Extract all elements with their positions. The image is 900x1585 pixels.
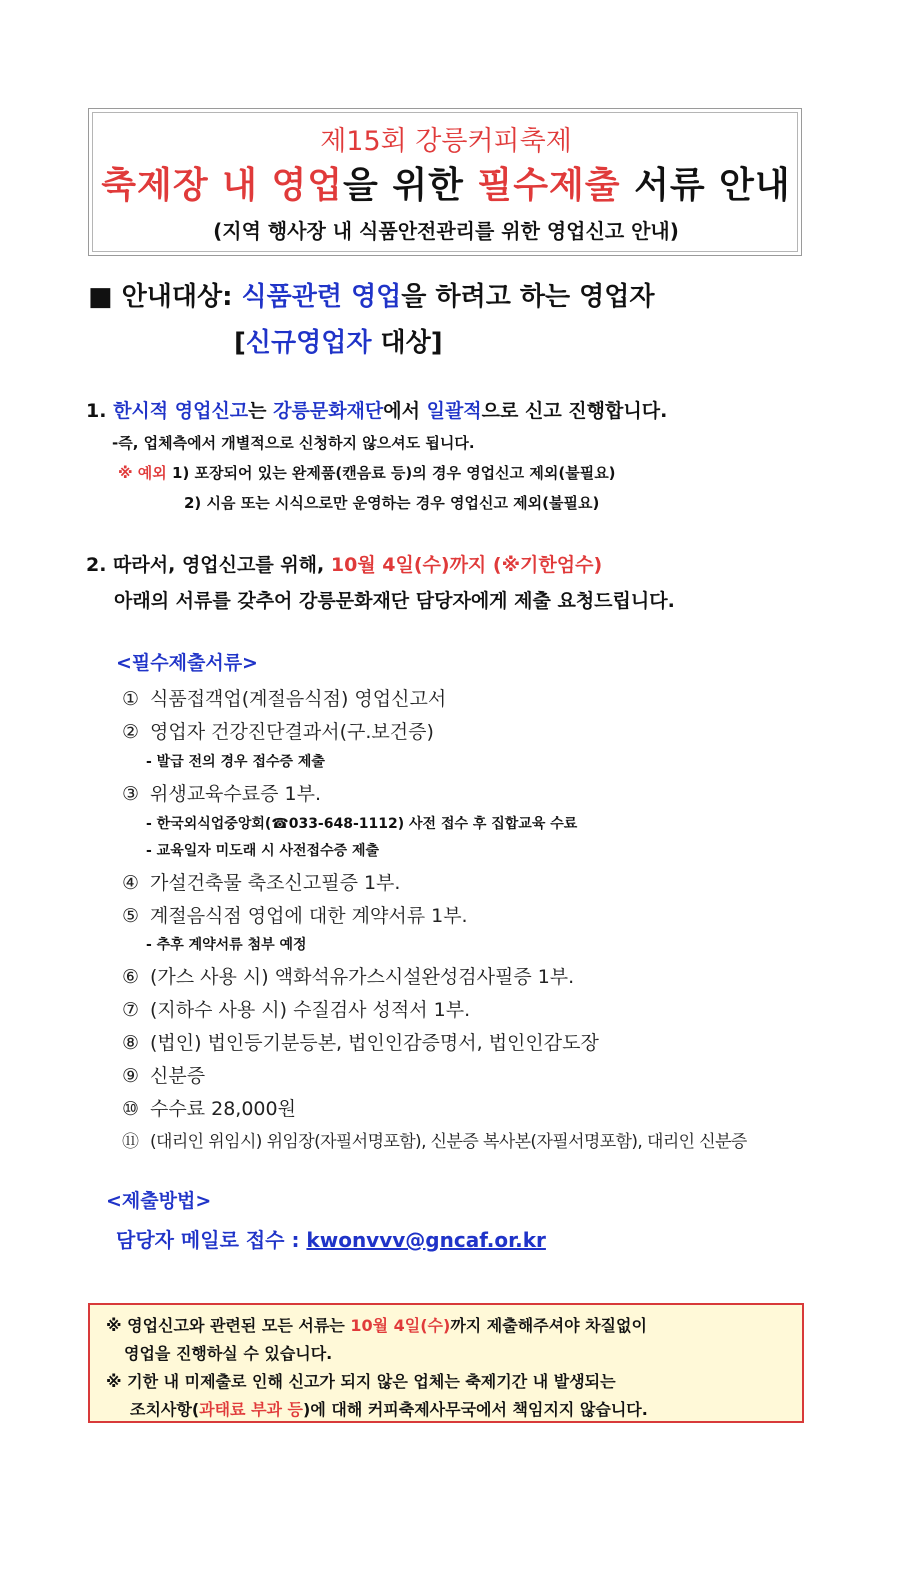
notice-penalty: 과태료 부과 등 (199, 1400, 304, 1419)
target-rest: 을 하려고 하는 영업자 (401, 282, 655, 312)
doc-item-2-note: - 발급 전의 경우 접수증 제출 (146, 754, 325, 770)
target-highlight: 식품관련 영업 (241, 282, 402, 312)
doc-item-3 (122, 779, 321, 806)
section1-highlight-1: 한시적 영업신고 (113, 400, 249, 422)
notice-text: )에 대해 커피축제사무국에서 책임지지 않습니다. (303, 1400, 648, 1419)
section1-sub: -즉, 업체측에서 개별적으로 신청하지 않으셔도 됩니다. (112, 434, 475, 452)
section2-lead: 2. 따라서, 영업신고를 위해, (86, 554, 331, 576)
item-number: ⑥ (122, 966, 140, 988)
notice-line-3: ※ 기한 내 미제출로 인해 신고가 되지 않은 업체는 축제기간 내 발생되는 (106, 1372, 616, 1391)
item-text: 계절음식점 영업에 대한 계약서류 1부. (150, 905, 468, 927)
title-box (88, 108, 802, 256)
item-text: 위생교육수료증 1부. (150, 783, 321, 805)
method-line (116, 1224, 546, 1253)
item-text: (법인) 법인등기분등본, 법인인감증명서, 법인인감도장 (150, 1032, 599, 1054)
item-text: 가설건축물 축조신고필증 1부. (150, 872, 401, 894)
target-line (88, 276, 655, 313)
exception-1 (118, 462, 616, 483)
notice-line-1 (106, 1313, 647, 1336)
item-text: (지하수 사용 시) 수질검사 성적서 1부. (150, 999, 471, 1021)
section1-heading (86, 396, 667, 423)
section2-heading (86, 550, 602, 577)
bracket-open: [ (234, 328, 246, 358)
method-heading: <제출방법> (106, 1190, 212, 1212)
doc-item-8 (122, 1028, 599, 1055)
doc-item-11 (122, 1127, 747, 1152)
title-highlight-2: 필수제출 (477, 165, 621, 206)
exception-label: ※ 예외 (118, 464, 167, 482)
section1-text-1: 는 (248, 400, 274, 422)
item-number: ⑪ (122, 1132, 139, 1152)
item-text: (대리인 위임시) 위임장(자필서명포함), 신분증 복사본(자필서명포함), 대리인 신분증 (150, 1132, 747, 1152)
title-text-1: 을 위한 (343, 165, 478, 206)
doc-item-7 (122, 995, 470, 1022)
required-docs-heading: <필수제출서류> (116, 652, 258, 674)
item-number: ③ (122, 783, 140, 805)
doc-item-9 (122, 1061, 205, 1088)
method-label: 담당자 메일로 접수 : (116, 1228, 307, 1252)
item-number: ⑦ (122, 999, 140, 1021)
doc-item-3-note-1: - 한국외식업중앙회(☎033-648-1112) 사전 접수 후 집합교육 수료 (146, 816, 578, 832)
section1-highlight-2: 강릉문화재단 (273, 400, 384, 422)
item-text: 영업자 건강진단결과서(구.보건증) (150, 721, 434, 743)
exception-1-text: 1) 포장되어 있는 완제품(캔음료 등)의 경우 영업신고 제외(불필요) (166, 464, 616, 482)
doc-item-5-note: - 추후 계약서류 첨부 예정 (146, 937, 307, 953)
section1-highlight-3: 일괄적 (426, 400, 482, 422)
item-number: ① (122, 688, 140, 710)
item-number: ⑨ (122, 1065, 140, 1087)
notice-box (88, 1303, 804, 1423)
notice-text: 조치사항( (130, 1400, 200, 1419)
section2-line2: 아래의 서류를 갖추어 강릉문화재단 담당자에게 제출 요청드립니다. (114, 590, 675, 612)
doc-item-10 (122, 1094, 296, 1121)
doc-item-2 (122, 717, 434, 744)
item-number: ⑤ (122, 905, 140, 927)
target-sub-rest: 대상] (371, 328, 443, 358)
document-subtitle: (지역 행사장 내 식품안전관리를 위한 영업신고 안내) (213, 219, 679, 243)
exception-2: 2) 시음 또는 시식으로만 운영하는 경우 영업신고 제외(불필요) (184, 494, 600, 512)
item-number: ② (122, 721, 140, 743)
section1-text-2: 에서 (383, 400, 427, 422)
item-number: ⑧ (122, 1032, 140, 1054)
doc-item-5 (122, 901, 468, 928)
doc-item-1 (122, 684, 446, 711)
notice-deadline: 10월 4일(수) (350, 1316, 451, 1335)
doc-item-6 (122, 962, 574, 989)
item-text: 신분증 (150, 1065, 206, 1087)
item-number: ④ (122, 872, 140, 894)
target-label: 안내대상: (112, 282, 242, 312)
square-bullet-icon: ■ (88, 282, 113, 312)
document-title (89, 157, 803, 208)
doc-item-3-note-2: - 교육일자 미도래 시 사전접수증 제출 (146, 843, 380, 859)
item-number: ⑩ (122, 1098, 140, 1120)
section1-text-3: 으로 신고 진행합니다. (481, 400, 668, 422)
notice-line-4 (130, 1397, 648, 1420)
notice-line-2: 영업을 진행하실 수 있습니다. (124, 1344, 333, 1363)
doc-item-4 (122, 868, 400, 895)
item-text: 수수료 28,000원 (150, 1098, 296, 1120)
section1-number: 1. (86, 400, 114, 422)
email-link[interactable]: kwonvvv@gncaf.or.kr (306, 1228, 546, 1252)
deadline-text: 10월 4일(수)까지 (※기한엄수) (330, 554, 603, 576)
notice-text: ※ 영업신고와 관련된 모든 서류는 (106, 1316, 351, 1335)
title-text-2: 서류 안내 (620, 165, 791, 206)
item-text: 식품접객업(계절음식점) 영업신고서 (150, 688, 447, 710)
title-highlight-1: 축제장 내 영업 (101, 165, 344, 206)
item-text: (가스 사용 시) 액화석유가스시설완성검사필증 1부. (150, 966, 575, 988)
festival-title: 제15회 강릉커피축제 (320, 126, 572, 157)
notice-text: 까지 제출해주셔야 차질없이 (450, 1316, 647, 1335)
target-subline (234, 322, 443, 359)
target-sub-highlight: 신규영업자 (245, 328, 372, 358)
